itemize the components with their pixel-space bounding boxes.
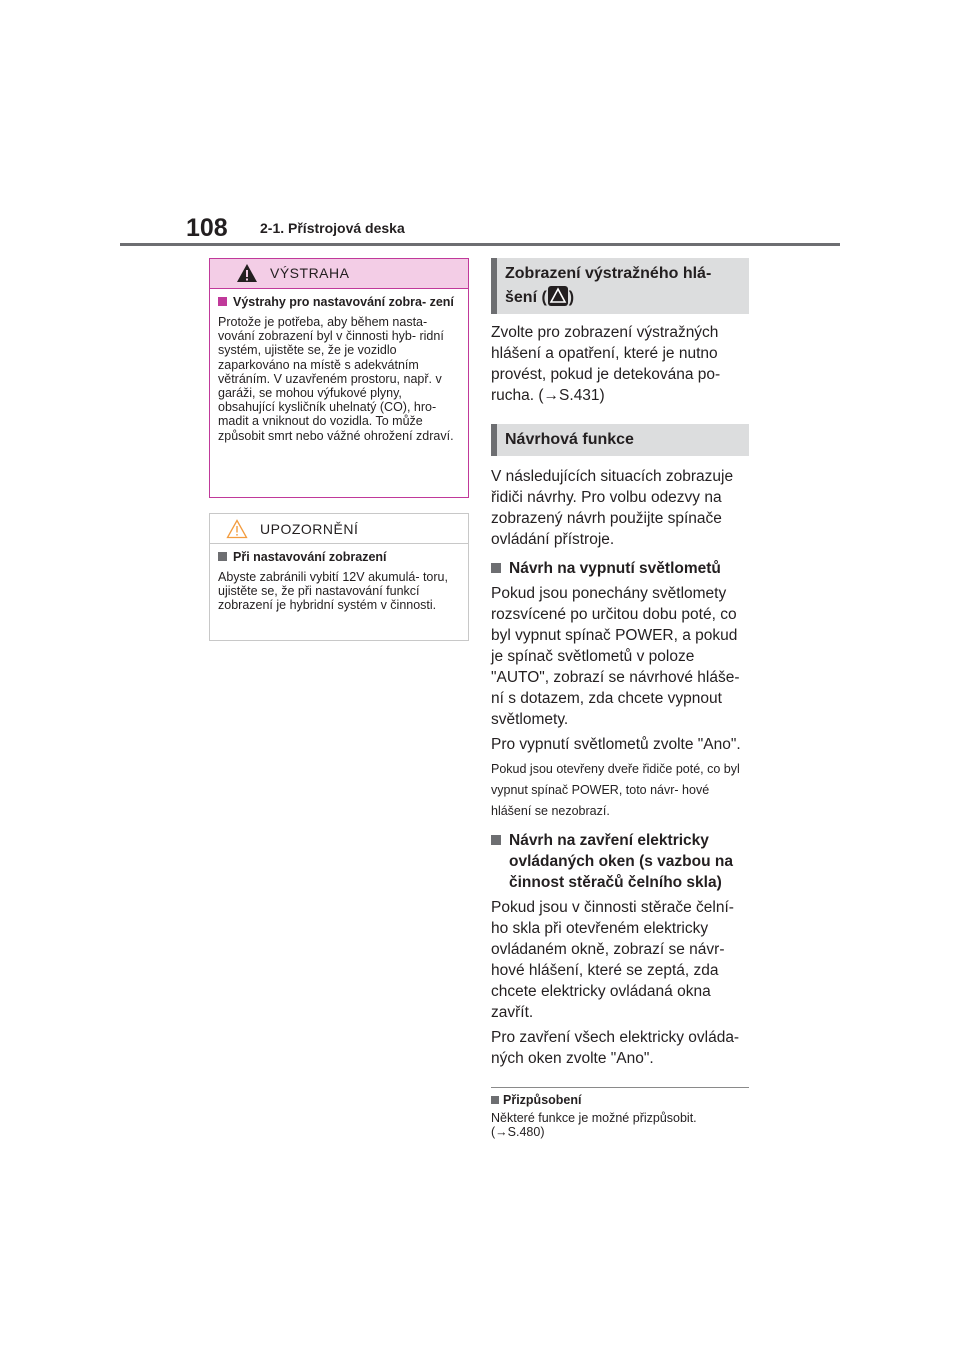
heading1-line1: Zobrazení výstražného hlá-: [505, 265, 712, 282]
header-rule: [120, 243, 840, 246]
warning-subheading: [218, 295, 460, 310]
note-subheading: [491, 1093, 749, 1108]
warning-triangle-icon: [236, 263, 258, 283]
caution-triangle-icon: [226, 519, 248, 539]
heading1-close: ): [568, 289, 575, 306]
caution-subheading-text: Při nastavování zobrazení: [233, 550, 387, 564]
warning-subheading-text: Výstrahy pro nastavování zobra- zení: [233, 295, 454, 309]
caution-title: UPOZORNĚNÍ: [260, 521, 359, 537]
warning-display-text: Zvolte pro zobrazení výstražných hlášení a opatření, které je nutno provést, pokud je detekována po- rucha. (→S.431): [491, 324, 721, 404]
right-column: [491, 258, 749, 1139]
warning-text: Protože je potřeba, aby během nasta- vování zobrazení byl v činnosti hyb- ridní systém, ujistěte se, že je vozidlo zaparkováno na místě s adekvátním větráním. V uzavřeném prostoru, např. v garáži, se mohou výfukové plyny, obsahující kysličník uhelnatý (CO), hro- madit a vniknout do vozidla. To může způsobit smrt nebo vážné ohrožení zdraví.: [218, 315, 454, 443]
caution-subheading: [218, 550, 460, 565]
warning-box: [209, 258, 469, 498]
caution-header: [210, 514, 468, 544]
subheading-headlights-text: Návrh na vypnutí světlometů: [509, 560, 721, 577]
heading-suggestion-function: Návrhová funkce: [491, 424, 749, 456]
headlights-text: Pokud jsou ponechány světlomety rozsvícené po určitou dobu poté, co byl vypnut spínač POWER, a pokud je spínač světlometů v poloze "AUTO", zobrazí se návrhové hláše- ní s dotazem, zda chcete vypnout světlomety.: [491, 585, 740, 728]
subheading-windows-text: Návrh na zavření elektricky ovládaných oken (s vazbou na činnost stěračů čelního skla): [509, 832, 733, 891]
warning-title: VÝSTRAHA: [270, 265, 350, 281]
bullet-square-icon: [491, 563, 501, 573]
subheading-windows: [491, 830, 749, 893]
section-title: 2-1. Přístrojová deska: [260, 220, 405, 236]
headlights-action: Pro vypnutí světlometů zvolte "Ano".: [491, 736, 741, 753]
windows-action: Pro zavření všech elektricky ovláda- ných oken zvolte "Ano".: [491, 1029, 740, 1067]
suggestion-intro: V následujících situacích zobrazuje řidiči návrhy. Pro volbu odezvy na zobrazený návrh použijte spínače ovládání přístroje.: [491, 468, 734, 548]
bullet-square-icon: [491, 1096, 499, 1104]
caution-text: Abyste zabránili vybití 12V akumulá- toru, ujistěte se, že při nastavování funkcí zobrazení je hybridní systém v činnosti.: [218, 570, 448, 613]
note-divider: [491, 1087, 749, 1088]
subheading-headlights: [491, 558, 749, 579]
note-subheading-text: Přizpůsobení: [503, 1093, 582, 1107]
heading1-line2: šení (: [505, 289, 547, 306]
note-text: Některé funkce je možné přizpůsobit. (→S.480): [491, 1111, 697, 1139]
bullet-square-icon: [491, 835, 501, 845]
caution-box: [209, 513, 469, 641]
heading-warning-display: [491, 258, 749, 314]
master-warning-icon: [548, 286, 568, 306]
bullet-square-icon: [218, 552, 227, 561]
windows-text: Pokud jsou v činnosti stěrače čelní- ho skla při otevřeném elektricky ovládaném okně, zobrazí se návr- hové hlášení, které se zeptá, zda chcete elektricky ovládaná okna zavřít.: [491, 899, 734, 1021]
headlights-note: Pokud jsou otevřeny dveře řidiče poté, co byl vypnut spínač POWER, toto návr- hové hlášení se nezobrazí.: [491, 762, 740, 818]
bullet-square-icon: [218, 297, 227, 306]
page-number: 108: [186, 214, 228, 242]
warning-header: [210, 259, 468, 289]
